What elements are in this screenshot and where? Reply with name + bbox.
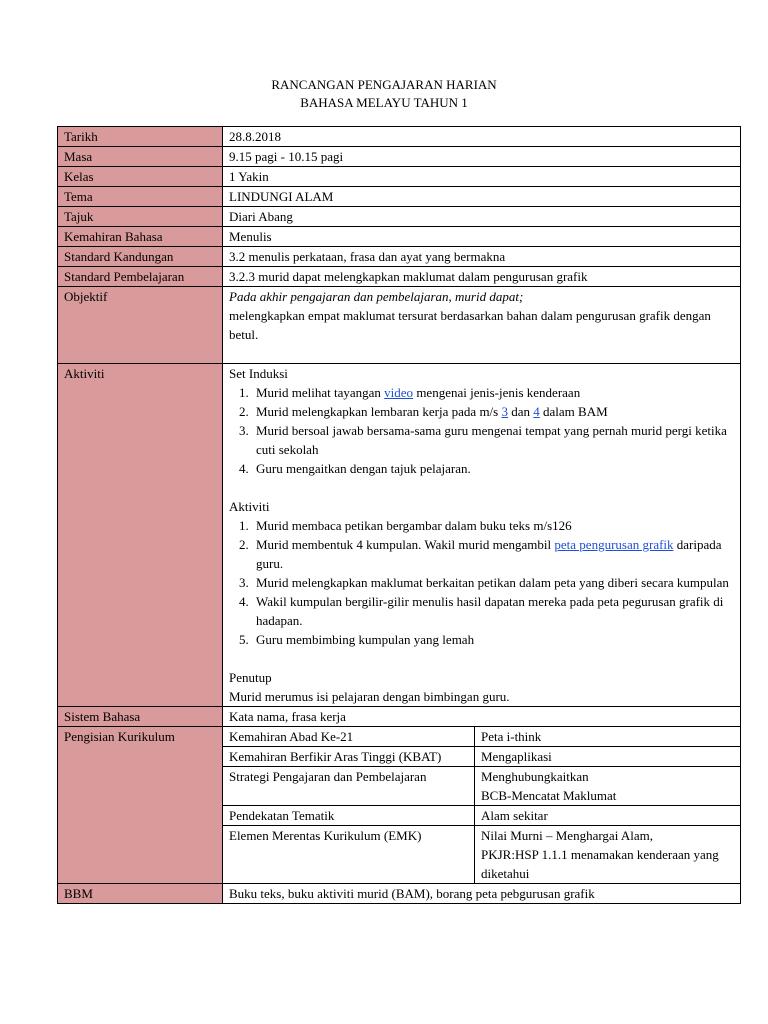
kurikulum-name: Strategi Pengajaran dan Pembelajaran xyxy=(223,767,475,806)
objektif-intro: Pada akhir pengajaran dan pembelajaran, murid dapat; xyxy=(229,289,524,304)
set-induksi-item xyxy=(252,402,740,421)
title-line-2: BAHASA MELAYU TAHUN 1 xyxy=(300,95,468,110)
label-kelas: Kelas xyxy=(58,167,223,187)
kurikulum-value-line: Peta i-think xyxy=(481,729,542,744)
row-kemahiran-bahasa xyxy=(58,227,741,247)
label-tarikh: Tarikh xyxy=(58,127,223,147)
value-bbm: Buku teks, buku aktiviti murid (BAM), borang peta pebgurusan grafik xyxy=(223,884,741,904)
kurikulum-row xyxy=(223,806,740,826)
kurikulum-value-line: BCB-Mencatat Maklumat xyxy=(481,788,617,803)
item-text: mengenai jenis-jenis kenderaan xyxy=(413,385,581,400)
set-induksi-item xyxy=(252,383,740,402)
title-line-1: RANCANGAN PENGAJARAN HARIAN xyxy=(271,77,497,92)
kurikulum-name: Pendekatan Tematik xyxy=(223,806,475,826)
item-text: daripada guru. xyxy=(256,537,722,571)
objektif-text: melengkapkan empat maklumat tersurat berdasarkan bahan dalam pengurusan grafik dengan betul. xyxy=(229,308,711,342)
kurikulum-row xyxy=(223,826,740,884)
aktiviti-item: 3. Murid melengkapkan maklumat berkaitan petikan dalam peta yang diberi secara kumpulan xyxy=(252,573,740,592)
page-3-link[interactable]: 3 xyxy=(501,404,508,419)
set-induksi-list xyxy=(229,383,740,478)
kurikulum-row xyxy=(223,767,740,806)
penutup-text: Murid merumus isi pelajaran dengan bimbingan guru. xyxy=(229,689,510,704)
label-bbm: BBM xyxy=(58,884,223,904)
kurikulum-value-line: Menghubungkaitkan xyxy=(481,769,589,784)
kurikulum-name: Kemahiran Abad Ke-21 xyxy=(223,727,475,747)
value-kelas: 1 Yakin xyxy=(223,167,741,187)
aktiviti-list xyxy=(229,516,740,649)
kurikulum-table xyxy=(223,727,740,883)
spacer xyxy=(229,649,740,668)
kurikulum-value xyxy=(475,767,741,806)
value-standard-kandungan: 3.2 menulis perkataan, frasa dan ayat yang bermakna xyxy=(223,247,741,267)
row-kelas xyxy=(58,167,741,187)
kurikulum-name: Elemen Merentas Kurikulum (EMK) xyxy=(223,826,475,884)
label-objektif: Objektif xyxy=(58,287,223,364)
item-text: dan xyxy=(507,404,534,419)
kurikulum-value xyxy=(475,826,741,884)
row-tajuk xyxy=(58,207,741,227)
label-standard-pembelajaran: Standard Pembelajaran xyxy=(58,267,223,287)
label-tajuk: Tajuk xyxy=(58,207,223,227)
row-masa xyxy=(58,147,741,167)
kurikulum-name: Kemahiran Berfikir Aras Tinggi (KBAT) xyxy=(223,747,475,767)
spacer xyxy=(229,478,740,497)
kurikulum-row xyxy=(223,727,740,747)
kurikulum-value-line: Alam sekitar xyxy=(481,808,548,823)
value-sistem-bahasa: Kata nama, frasa kerja xyxy=(223,707,741,727)
label-kemahiran-bahasa: Kemahiran Bahasa xyxy=(58,227,223,247)
kurikulum-value-line: PKJR:HSP 1.1.1 menamakan kenderaan yang diketahui xyxy=(481,847,719,881)
penutup-heading: Penutup xyxy=(229,670,272,685)
kurikulum-value xyxy=(475,747,741,767)
label-masa: Masa xyxy=(58,147,223,167)
value-kemahiran-bahasa: Menulis xyxy=(223,227,741,247)
label-pengisian-kurikulum: Pengisian Kurikulum xyxy=(58,727,223,884)
value-standard-pembelajaran: 3.2.3 murid dapat melengkapkan maklumat dalam pengurusan grafik xyxy=(223,267,741,287)
row-objektif xyxy=(58,287,741,364)
label-standard-kandungan: Standard Kandungan xyxy=(58,247,223,267)
value-pengisian-kurikulum xyxy=(223,727,741,884)
value-tema: LINDUNGI ALAM xyxy=(223,187,741,207)
aktiviti-item xyxy=(252,535,740,573)
value-tajuk: Diari Abang xyxy=(223,207,741,227)
item-text: dalam BAM xyxy=(539,404,608,419)
row-sistem-bahasa xyxy=(58,707,741,727)
label-sistem-bahasa: Sistem Bahasa xyxy=(58,707,223,727)
row-standard-pembelajaran xyxy=(58,267,741,287)
aktiviti-item: 5. Guru membimbing kumpulan yang lemah xyxy=(252,630,740,649)
row-standard-kandungan xyxy=(58,247,741,267)
document-title xyxy=(0,76,768,112)
aktiviti-item: 1. Murid membaca petikan bergambar dalam buku teks m/s126 xyxy=(252,516,740,535)
row-aktiviti xyxy=(58,364,741,707)
row-tema xyxy=(58,187,741,207)
kurikulum-value-line: Nilai Murni – Menghargai Alam, xyxy=(481,828,653,843)
label-tema: Tema xyxy=(58,187,223,207)
set-induksi-item: 4. Guru mengaitkan dengan tajuk pelajaran. xyxy=(252,459,740,478)
value-masa: 9.15 pagi - 10.15 pagi xyxy=(223,147,741,167)
value-aktiviti xyxy=(223,364,741,707)
item-text: Murid membentuk 4 kumpulan. Wakil murid mengambil xyxy=(256,537,555,552)
item-text: Murid melihat tayangan xyxy=(256,385,385,400)
set-induksi-item: 3. Murid bersoal jawab bersama-sama guru mengenai tempat yang pernah murid pergi ketika cuti sekolah xyxy=(252,421,740,459)
kurikulum-value-line: Mengaplikasi xyxy=(481,749,552,764)
video-link[interactable]: video xyxy=(384,385,414,400)
value-objektif xyxy=(223,287,741,364)
set-induksi-heading: Set Induksi xyxy=(229,366,288,381)
row-bbm xyxy=(58,884,741,904)
kurikulum-value xyxy=(475,806,741,826)
aktiviti-heading: Aktiviti xyxy=(229,499,270,514)
value-tarikh: 28.8.2018 xyxy=(223,127,741,147)
kurikulum-row xyxy=(223,747,740,767)
item-text: Murid melengkapkan lembaran kerja pada m/s xyxy=(256,404,502,419)
row-tarikh xyxy=(58,127,741,147)
peta-pengurusan-grafik-link[interactable]: peta pengurusan grafik xyxy=(554,537,674,552)
kurikulum-value xyxy=(475,727,741,747)
page-4-link[interactable]: 4 xyxy=(533,404,540,419)
row-pengisian-kurikulum xyxy=(58,727,741,884)
lesson-plan-table xyxy=(57,126,741,904)
label-aktiviti: Aktiviti xyxy=(58,364,223,707)
aktiviti-item: 4. Wakil kumpulan bergilir-gilir menulis hasil dapatan mereka pada peta pegurusan grafik di hadapan. xyxy=(252,592,740,630)
